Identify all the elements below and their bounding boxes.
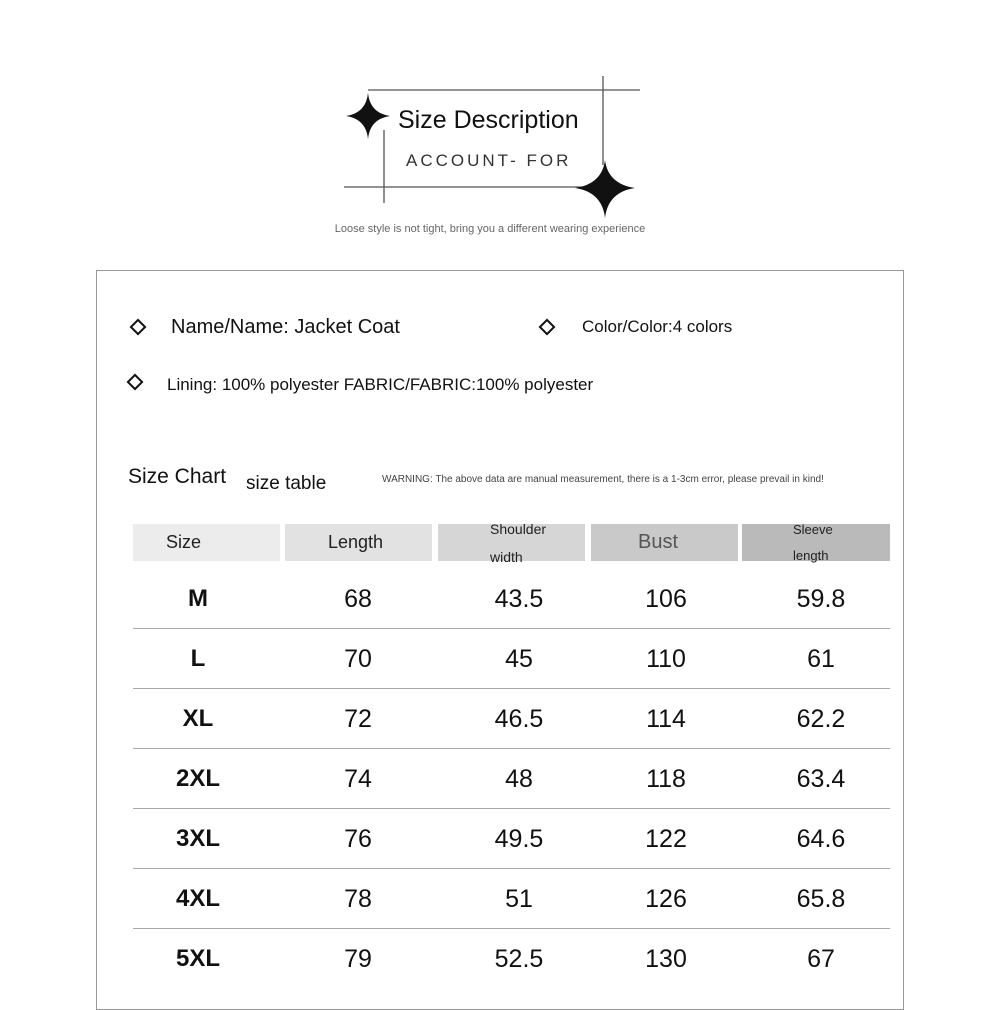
length-cell: 70	[344, 644, 372, 673]
bust-cell: 114	[646, 704, 686, 733]
sparkle-icon-right	[575, 160, 635, 218]
product-name: Name/Name: Jacket Coat	[171, 316, 400, 338]
shoulder-cell: 43.5	[494, 584, 544, 613]
sleeve-cell: 59.8	[796, 584, 846, 613]
column-header-size: Size	[133, 524, 280, 561]
size-chart-title: Size Chart	[128, 465, 227, 488]
length-cell: 74	[344, 764, 372, 793]
table-row	[133, 569, 890, 629]
sleeve-cell: 67	[807, 944, 835, 973]
bust-cell: 130	[645, 944, 687, 973]
size-cell: 3XL	[175, 825, 220, 852]
length-cell: 72	[344, 704, 372, 733]
bust-cell: 122	[645, 824, 687, 853]
sleeve-cell: 63.4	[796, 764, 846, 793]
bust-cell: 110	[646, 644, 686, 673]
shoulder-cell: 52.5	[494, 944, 544, 973]
length-cell: 76	[344, 824, 372, 853]
table-row	[133, 809, 890, 869]
sleeve-cell: 61	[807, 644, 835, 673]
size-chart-subtitle: size table	[246, 473, 327, 494]
column-header-shoulder-width: Shoulder width	[438, 524, 585, 561]
table-row	[133, 629, 890, 689]
page-subtitle: ACCOUNT- FOR	[406, 151, 572, 170]
shoulder-cell: 45	[505, 644, 533, 673]
sleeve-cell: 64.6	[796, 824, 846, 853]
shoulder-cell: 51	[505, 884, 533, 913]
size-cell: 2XL	[175, 765, 220, 792]
size-cell: 5XL	[175, 945, 220, 972]
column-header-sleeve-length: Sleeve length	[742, 524, 890, 561]
size-cell: 4XL	[175, 885, 220, 912]
size-cell: M	[188, 585, 208, 612]
size-cell: L	[190, 645, 206, 672]
bust-cell: 126	[645, 884, 687, 913]
table-row	[133, 929, 890, 989]
length-cell: 78	[344, 884, 372, 913]
size-cell: XL	[182, 705, 214, 732]
shoulder-cell: 48	[505, 764, 533, 793]
column-header-length: Length	[285, 524, 432, 561]
shoulder-cell: 46.5	[494, 704, 544, 733]
column-header-bust: Bust	[591, 524, 738, 561]
bust-cell: 118	[646, 764, 686, 793]
table-row	[133, 749, 890, 809]
bust-cell: 106	[645, 584, 687, 613]
page-title: Size Description	[398, 106, 579, 134]
tagline: Loose style is not tight, bring you a different wearing experience	[334, 223, 646, 235]
table-row	[133, 869, 890, 929]
shoulder-cell: 49.5	[494, 824, 544, 853]
table-row	[133, 689, 890, 749]
measurement-warning: WARNING: The above data are manual measurement, there is a 1-3cm error, please prevail in kind!	[382, 474, 824, 485]
product-color: Color/Color:4 colors	[582, 317, 733, 336]
length-cell: 79	[344, 944, 372, 973]
product-lining: Lining: 100% polyester FABRIC/FABRIC:100% polyester	[167, 375, 594, 394]
length-cell: 68	[344, 584, 372, 613]
sleeve-cell: 62.2	[796, 704, 846, 733]
sleeve-cell: 65.8	[796, 884, 846, 913]
